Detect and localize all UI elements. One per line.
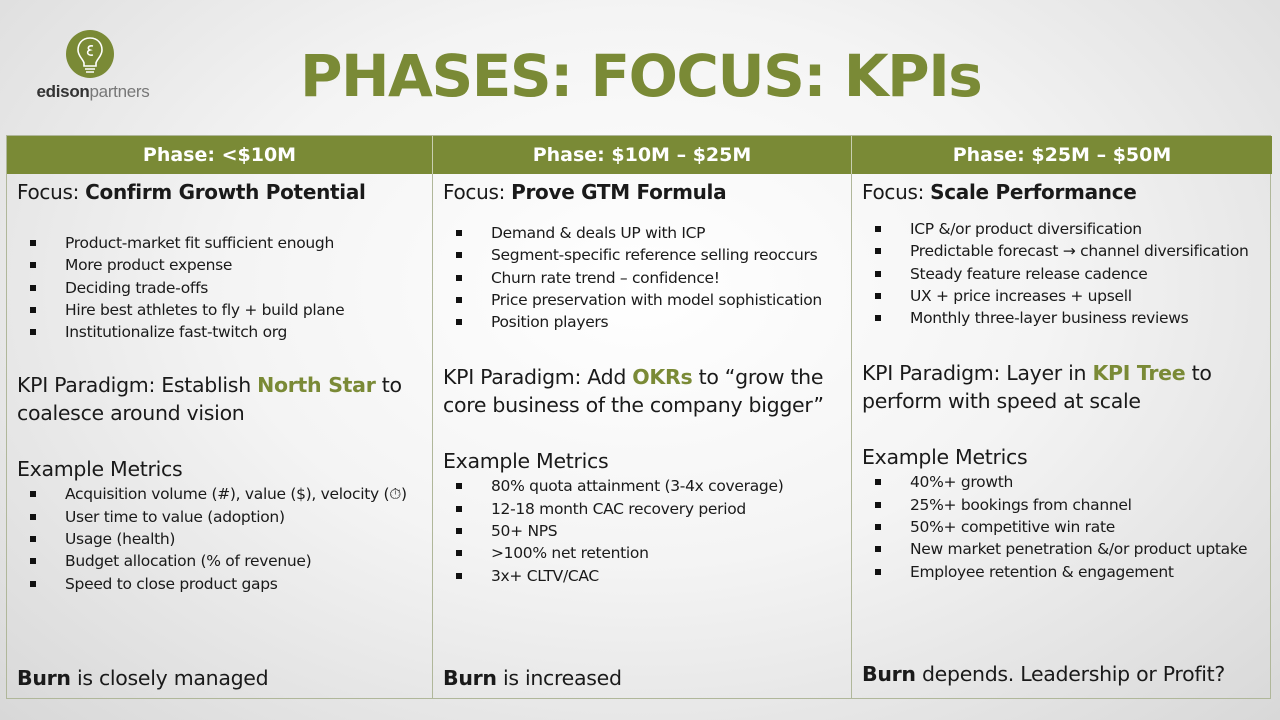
list-item: Deciding trade-offs (17, 277, 424, 299)
list-item: Price preservation with model sophistication (443, 289, 843, 311)
list-item: Budget allocation (% of revenue) (17, 550, 424, 572)
burn-statement: Burn is increased (443, 666, 622, 690)
list-item: 12-18 month CAC recovery period (443, 498, 843, 520)
lightbulb-icon (66, 30, 114, 78)
example-metrics-title: Example Metrics (862, 445, 1028, 470)
phases-table (6, 135, 1271, 699)
focus-line: Focus: Confirm Growth Potential (17, 180, 366, 204)
list-item: User time to value (adoption) (17, 506, 424, 528)
list-item: Monthly three-layer business reviews (862, 307, 1264, 329)
list-item: Employee retention & engagement (862, 561, 1264, 583)
phase-column-1 (7, 174, 433, 698)
list-item: Product-market fit sufficient enough (17, 232, 424, 254)
metrics-list (862, 471, 1264, 582)
focus-list (17, 232, 424, 343)
focus-line: Focus: Prove GTM Formula (443, 180, 727, 204)
metrics-list (17, 483, 424, 594)
phase-column-3 (852, 174, 1272, 698)
kpi-paradigm: KPI Paradigm: Layer in KPI Tree to perform with speed at scale (862, 361, 1212, 414)
list-item: 50+ NPS (443, 520, 843, 542)
list-item: UX + price increases + upsell (862, 285, 1264, 307)
example-metrics-title: Example Metrics (443, 449, 609, 474)
list-item: Demand & deals UP with ICP (443, 222, 843, 244)
list-item: 40%+ growth (862, 471, 1264, 493)
logo-wordmark: edisonpartners (36, 82, 150, 101)
page-title: PHASES: FOCUS: KPIs (300, 42, 982, 110)
phase-header-3: Phase: $25M – $50M (852, 136, 1272, 174)
phase-header-2: Phase: $10M – $25M (433, 136, 852, 174)
metrics-list (443, 475, 843, 586)
focus-line: Focus: Scale Performance (862, 180, 1137, 204)
list-item: Hire best athletes to fly + build plane (17, 299, 424, 321)
kpi-paradigm: KPI Paradigm: Establish North Star to coalesce around vision (17, 373, 402, 426)
list-item: Position players (443, 311, 843, 333)
list-item: Institutionalize fast-twitch org (17, 321, 424, 343)
phase-header-1: Phase: <$10M (7, 136, 433, 174)
list-item: More product expense (17, 254, 424, 276)
list-item: New market penetration &/or product uptake (862, 538, 1264, 560)
list-item: Churn rate trend – confidence! (443, 267, 843, 289)
list-item: Segment-specific reference selling reoccurs (443, 244, 843, 266)
list-item: Steady feature release cadence (862, 263, 1264, 285)
phase-column-2 (433, 174, 852, 698)
list-item: 3x+ CLTV/CAC (443, 565, 843, 587)
list-item: 25%+ bookings from channel (862, 494, 1264, 516)
list-item: Speed to close product gaps (17, 573, 424, 595)
list-item: Predictable forecast → channel diversification (862, 240, 1264, 262)
list-item: Acquisition volume (#), value ($), velocity (⏱) (17, 483, 424, 505)
burn-statement: Burn depends. Leadership or Profit? (862, 662, 1225, 686)
edison-partners-logo (28, 30, 158, 110)
example-metrics-title: Example Metrics (17, 457, 183, 482)
focus-list (443, 222, 843, 333)
focus-list (862, 218, 1264, 329)
list-item: 80% quota attainment (3-4x coverage) (443, 475, 843, 497)
burn-statement: Burn is closely managed (17, 666, 269, 690)
list-item: Usage (health) (17, 528, 424, 550)
list-item: >100% net retention (443, 542, 843, 564)
kpi-paradigm: KPI Paradigm: Add OKRs to “grow the core business of the company bigger” (443, 365, 824, 418)
list-item: ICP &/or product diversification (862, 218, 1264, 240)
list-item: 50%+ competitive win rate (862, 516, 1264, 538)
